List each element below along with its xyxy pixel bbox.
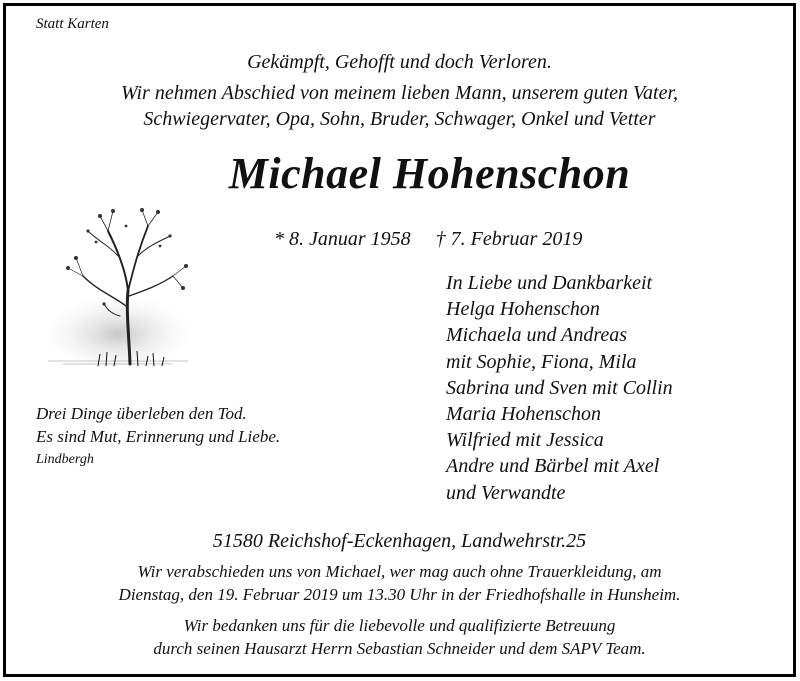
thanks-line-1: Wir bedanken uns für die liebevolle und qualifizierte Betreuung — [183, 616, 616, 635]
deceased-name: Michael Hohenschon — [228, 149, 631, 198]
quote-line-1: Drei Dinge überleben den Tod. — [36, 404, 247, 423]
mourner-line: mit Sophie, Fiona, Mila — [446, 350, 637, 373]
tree-illustration — [38, 196, 198, 376]
address: 51580 Reichshof-Eckenhagen, Landwehrstr.25 — [212, 530, 587, 552]
intro-line-2: Schwiegervater, Opa, Sohn, Bruder, Schwager, Onkel und Vetter — [143, 108, 656, 130]
quote-author: Lindbergh — [36, 452, 94, 467]
mourner-line: In Liebe und Dankbarkeit — [446, 272, 653, 294]
mourner-line: Andre und Bärbel mit Axel — [446, 455, 660, 478]
mourner-line: Wilfried mit Jessica — [446, 429, 604, 452]
birth-date: * 8. Januar 1958 — [274, 228, 411, 250]
quote-line-2: Es sind Mut, Erinnerung und Liebe. — [36, 427, 281, 446]
life-dates — [274, 228, 582, 251]
motto: Gekämpft, Gehofft und doch Verloren. — [247, 51, 552, 73]
statt-karten-label: Statt Karten — [36, 16, 109, 32]
intro-line-1: Wir nehmen Abschied von meinem lieben Mann, unserem guten Vater, — [120, 82, 679, 104]
funeral-notice-line-2: Dienstag, den 19. Februar 2019 um 13.30 Uhr in der Friedhofshalle in Hunsheim. — [118, 585, 681, 604]
mourner-line: Michaela und Andreas — [446, 324, 628, 347]
death-date: † 7. Februar 2019 — [435, 228, 583, 250]
mourner-line: Maria Hohenschon — [446, 403, 601, 426]
funeral-notice-line-1: Wir verabschieden uns von Michael, wer mag auch ohne Trauerkleidung, am — [137, 562, 662, 581]
quote — [36, 402, 280, 448]
obituary-notice — [3, 3, 796, 677]
thanks-line-2: durch seinen Hausarzt Herrn Sebastian Schneider und dem SAPV Team. — [153, 639, 646, 658]
mourners-list — [446, 270, 673, 506]
mourner-line: Helga Hohenschon — [446, 298, 600, 321]
mourner-line: Sabrina und Sven mit Collin — [446, 376, 673, 399]
mourner-line: und Verwandte — [446, 481, 566, 504]
